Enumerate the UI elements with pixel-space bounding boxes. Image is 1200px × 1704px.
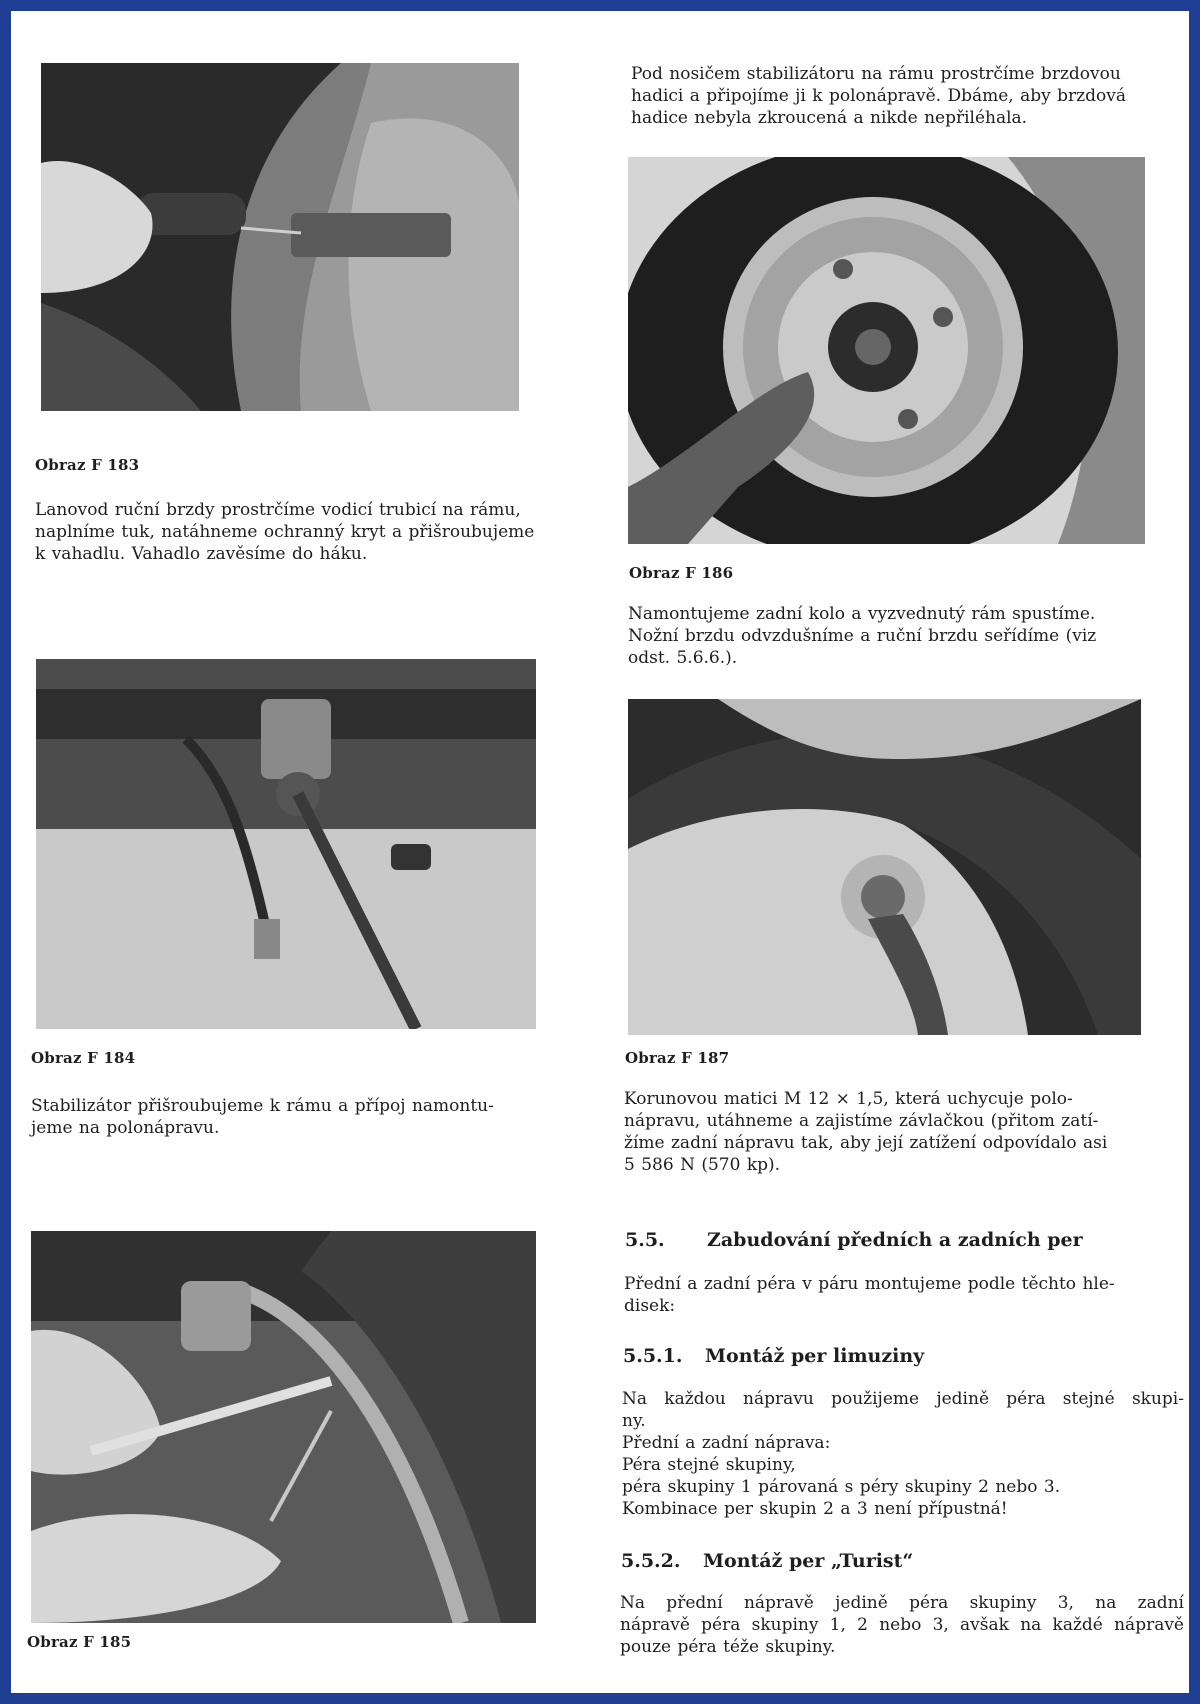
photo-f184-image [36, 659, 536, 1029]
paragraph-line: hadici a připojíme ji k polonápravě. Dbáme, aby brzdová [631, 86, 1126, 106]
paragraph-line: Namontujeme zadní kolo a vyzvednutý rám spustíme. [628, 604, 1096, 624]
paragraph-line: 5 586 N (570 kp). [624, 1155, 781, 1175]
paragraph-line: Na přední nápravě jedině péra skupiny 3, na zadní [620, 1593, 1184, 1613]
paragraph-line: odst. 5.6.6.). [628, 648, 738, 668]
paragraph-line: Nožní brzdu odvzdušníme a ruční brzdu seřídíme (viz [628, 626, 1097, 646]
paragraph-line: pouze péra téže skupiny. [620, 1637, 836, 1657]
section-number: 5.5.2. [621, 1550, 681, 1572]
paragraph-line: hadice nebyla zkroucená a nikde nepřiléhala. [631, 108, 1028, 128]
caption-f183: Obraz F 183 [35, 456, 140, 474]
paragraph-line: naplníme tuk, natáhneme ochranný kryt a přišroubujeme [35, 522, 535, 542]
section-heading-5-5-1 [623, 1345, 924, 1367]
photo-f187-image [628, 699, 1141, 1035]
paragraph-line: nápravu, utáhneme a zajistíme závlačkou (přitom zatí- [624, 1111, 1099, 1131]
section-title: Montáž per limuziny [705, 1345, 925, 1367]
paragraph-line: Stabilizátor přišroubujeme k rámu a přípoj namontu- [31, 1096, 494, 1116]
photo-f185 [31, 1231, 536, 1623]
section-title: Zabudování předních a zadních per [707, 1229, 1083, 1251]
paragraph-f186 [628, 603, 1184, 669]
paragraph-5-5-1 [622, 1388, 1184, 1520]
paragraph-line: Kombinace per skupin 2 a 3 není přípustná! [622, 1499, 1008, 1519]
photo-f187 [628, 699, 1141, 1035]
section-number: 5.5. [625, 1229, 665, 1251]
photo-f186 [628, 157, 1145, 544]
paragraph-line: péra skupiny 1 párovaná s péry skupiny 2 nebo 3. [622, 1477, 1061, 1497]
paragraph-line: žíme zadní nápravu tak, aby její zatížení odpovídalo asi [624, 1133, 1108, 1153]
photo-f183 [41, 63, 519, 411]
caption-f186: Obraz F 186 [629, 564, 734, 582]
paragraph-f183 [35, 499, 535, 565]
paragraph-top-right [631, 63, 1183, 129]
paragraph-line: jeme na polonápravu. [31, 1118, 220, 1138]
section-number: 5.5.1. [623, 1345, 683, 1367]
section-heading-5-5 [625, 1229, 1083, 1251]
paragraph-5-5-2 [620, 1592, 1184, 1658]
section-title: Montáž per „Turist“ [703, 1550, 914, 1572]
paragraph-5-5 [624, 1273, 1184, 1317]
paragraph-f187 [624, 1088, 1184, 1176]
photo-f186-image [628, 157, 1145, 544]
paragraph-line: Lanovod ruční brzdy prostrčíme vodicí trubicí na rámu, [35, 500, 521, 520]
paragraph-line: Péra stejné skupiny, [622, 1455, 796, 1475]
paragraph-line: k vahadlu. Vahadlo zavěsíme do háku. [35, 544, 368, 564]
photo-f185-image [31, 1231, 536, 1623]
section-heading-5-5-2 [621, 1550, 913, 1572]
paragraph-line: disek: [624, 1296, 676, 1316]
caption-f187: Obraz F 187 [625, 1049, 730, 1067]
paragraph-line: Na každou nápravu použijeme jedině péra stejné skupi- [622, 1389, 1184, 1409]
caption-f184: Obraz F 184 [31, 1049, 136, 1067]
photo-f183-image [41, 63, 519, 411]
page [8, 8, 1192, 1696]
paragraph-f184 [31, 1095, 541, 1139]
paragraph-line: nápravě péra skupiny 1, 2 nebo 3, avšak na každé nápravě [620, 1615, 1184, 1635]
paragraph-line: Pod nosičem stabilizátoru na rámu prostrčíme brzdovou [631, 64, 1121, 84]
caption-f185: Obraz F 185 [27, 1633, 132, 1651]
paragraph-line: Přední a zadní náprava: [622, 1433, 831, 1453]
photo-f184 [36, 659, 536, 1029]
paragraph-line: Přední a zadní péra v páru montujeme podle těchto hle- [624, 1274, 1115, 1294]
paragraph-line: Korunovou matici M 12 × 1,5, která uchycuje polo- [624, 1089, 1073, 1109]
paragraph-line: ny. [622, 1411, 646, 1431]
